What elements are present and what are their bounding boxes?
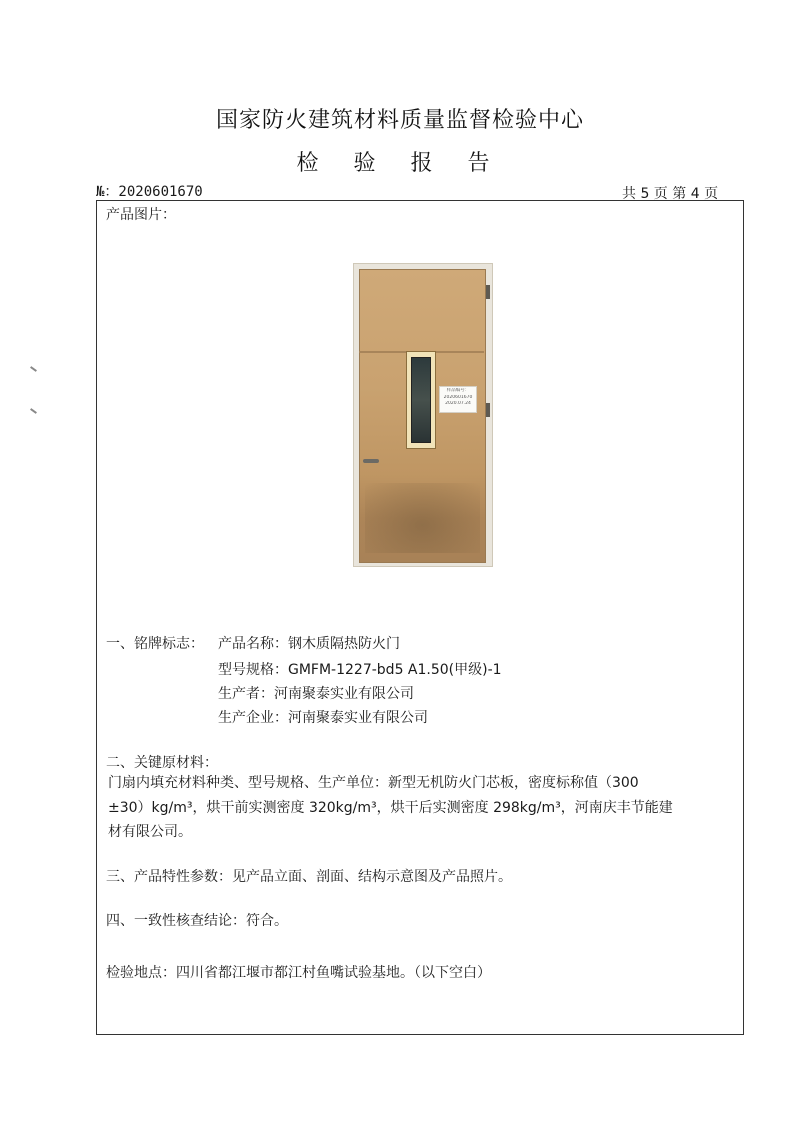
manufacturer: 生产企业：河南聚泰实业有限公司 <box>218 710 428 726</box>
door-glass <box>411 357 431 443</box>
location-line: 检验地点：四川省都江堰市都江村鱼嘴试验基地。（以下空白） <box>106 965 491 981</box>
materials-line: ±30）kg/m³，烘干前实测密度 320kg/m³，烘干后实测密度 298kg/m³，河南庆丰节能建 <box>108 799 673 816</box>
door-stain <box>365 483 480 553</box>
nameplate-heading: 一、铭牌标志： <box>106 636 204 652</box>
scan-mark <box>30 408 37 414</box>
page-indicator: 共 5 页 第 4 页 <box>622 186 719 202</box>
conclusion-line: 四、一致性核查结论：符合。 <box>106 913 288 929</box>
materials-line: 材有限公司。 <box>108 824 192 840</box>
photo-label: 产品图片： <box>106 207 176 223</box>
parameters-line: 三、产品特性参数：见产品立面、剖面、结构示意图及产品照片。 <box>106 869 512 885</box>
door-handle <box>363 459 379 463</box>
producer: 生产者：河南聚泰实业有限公司 <box>218 686 414 702</box>
sample-tag-line: 样品编号： <box>446 388 470 393</box>
door-hinge <box>486 403 490 417</box>
product-photo <box>353 263 493 567</box>
product-name: 产品名称：钢木质隔热防火门 <box>218 636 400 652</box>
scan-mark <box>30 366 37 372</box>
sample-tag <box>439 386 477 413</box>
materials-line: 门扇内填充材料种类、型号规格、生产单位：新型无机防火门芯板，密度标称值（300 <box>108 775 639 791</box>
model-spec: 型号规格：GMFM-1227-bd5 A1.50(甲级)-1 <box>218 662 502 678</box>
sample-tag-line: 2020601670 <box>443 394 473 400</box>
door-hinge <box>486 285 490 299</box>
sample-tag-line: 2020.07.24 <box>445 401 471 406</box>
materials-text <box>108 771 738 845</box>
door-vision-panel <box>406 351 436 449</box>
materials-heading: 二、关键原材料： <box>106 755 218 771</box>
report-title: 检 验 报 告 <box>296 151 504 176</box>
org-title: 国家防火建筑材料质量监督检验中心 <box>215 108 584 133</box>
report-number: №：2020601670 <box>96 184 203 200</box>
